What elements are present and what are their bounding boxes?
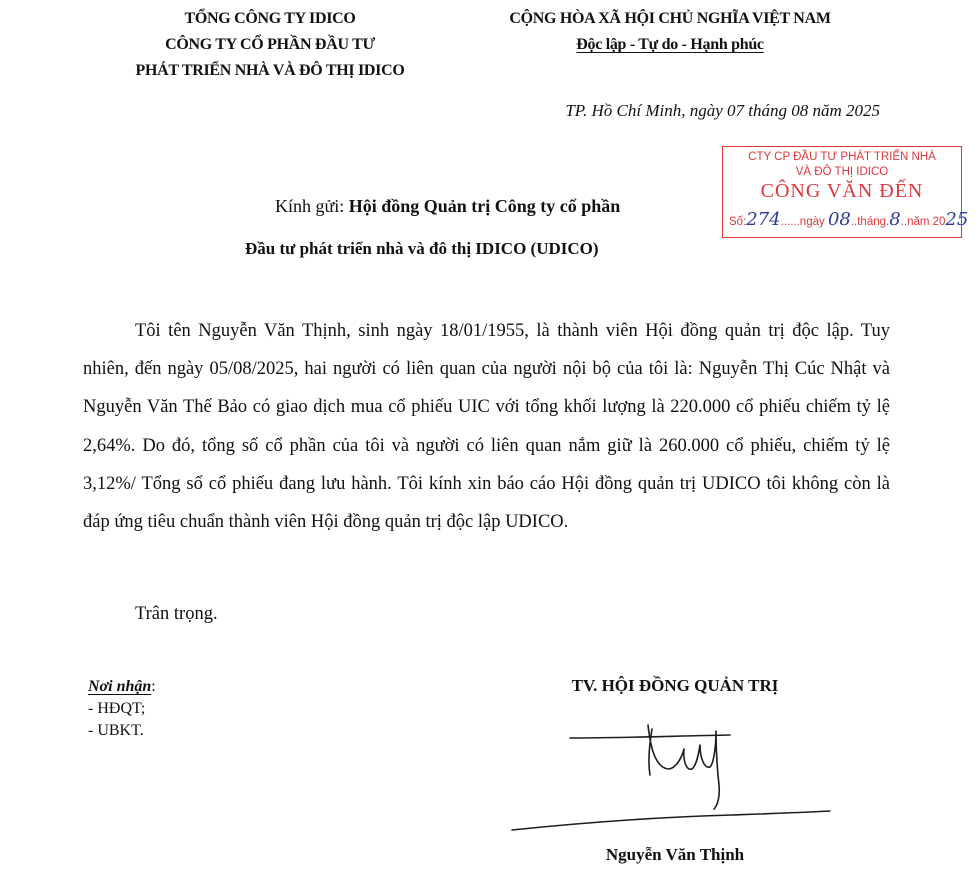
org-company-name-line1: CÔNG TY CỔ PHẦN ĐẦU TƯ xyxy=(165,36,375,53)
stamp-title: CÔNG VĂN ĐẾN xyxy=(760,180,924,202)
recipients-colon: : xyxy=(151,678,156,695)
incoming-document-stamp xyxy=(722,146,969,238)
stamp-ngay-label: ngày xyxy=(799,216,825,228)
document-date: TP. Hồ Chí Minh, ngày 07 tháng 08 năm 2025 xyxy=(565,101,880,120)
stamp-thang-value: 8 xyxy=(889,209,901,230)
national-motto: Độc lập - Tự do - Hạnh phúc xyxy=(576,36,764,53)
recipient-item: - UBKT. xyxy=(88,722,144,739)
addressee-line1 xyxy=(275,196,620,217)
stamp-company-line2: VÀ ĐÔ THỊ IDICO xyxy=(795,166,889,178)
stamp-thang-label: tháng xyxy=(857,216,887,228)
stamp-nam-value: 25 xyxy=(945,209,969,230)
organization-header xyxy=(95,6,445,84)
closing-regards: Trân trọng. xyxy=(135,604,218,624)
signer-title: TV. HỘI ĐỒNG QUẢN TRỊ xyxy=(571,676,779,695)
stamp-ngay-value: 08 xyxy=(827,209,851,230)
org-parent-name: TỔNG CÔNG TY IDICO xyxy=(184,10,356,27)
stamp-nam-label: năm 20 xyxy=(907,216,946,228)
addressee-line2: Đầu tư phát triển nhà và đô thị IDICO (UDICO) xyxy=(245,239,599,258)
stamp-registration-line: Số:274......ngày 08..tháng.8..năm 2025 xyxy=(729,209,969,230)
recipient-item: - HĐQT; xyxy=(88,700,146,717)
handwritten-signature xyxy=(500,705,840,840)
stamp-so-label: Số: xyxy=(729,216,747,228)
org-company-name-line2: PHÁT TRIỂN NHÀ VÀ ĐÔ THỊ IDICO xyxy=(135,62,405,79)
national-title: CỘNG HÒA XÃ HỘI CHỦ NGHĨA VIỆT NAM xyxy=(509,10,831,27)
addressee-board: Hội đồng Quản trị Công ty cổ phần xyxy=(348,196,621,216)
stamp-company-line1: CTY CP ĐẦU TƯ PHÁT TRIỂN NHÀ xyxy=(748,151,936,163)
signer-name: Nguyễn Văn Thịnh xyxy=(605,845,745,864)
recipients-block xyxy=(88,676,156,742)
addressee-prefix: Kính gửi: xyxy=(275,196,349,216)
body-paragraph: Tôi tên Nguyễn Văn Thịnh, sinh ngày 18/01/1955, là thành viên Hội đồng quản trị độc lập. Tuy nhiên, đến ngày 05/08/2025, hai người có liên quan của người nội bộ của tôi là: Nguyễn Thị Cúc Nhật và Nguyễn Văn Thế Bảo có giao dịch mua cổ phiếu UIC với tổng khối lượng là 220.000 cổ phiếu chiếm tỷ lệ 2,64%. Do đó, tổng số cổ phần của tôi và người có liên quan nắm giữ là 260.000 cổ phiếu, chiếm tỷ lệ 3,12%/ Tổng số cổ phiếu đang lưu hành. Tôi kính xin báo cáo Hội đồng quản trị UDICO tôi không còn là đáp ứng tiêu chuẩn thành viên Hội đồng quản trị độc lập UDICO. xyxy=(83,321,890,533)
letter-body xyxy=(83,312,890,541)
stamp-so-value: 274 xyxy=(746,209,781,230)
recipients-label: Nơi nhận xyxy=(88,678,152,695)
national-header xyxy=(450,6,890,58)
